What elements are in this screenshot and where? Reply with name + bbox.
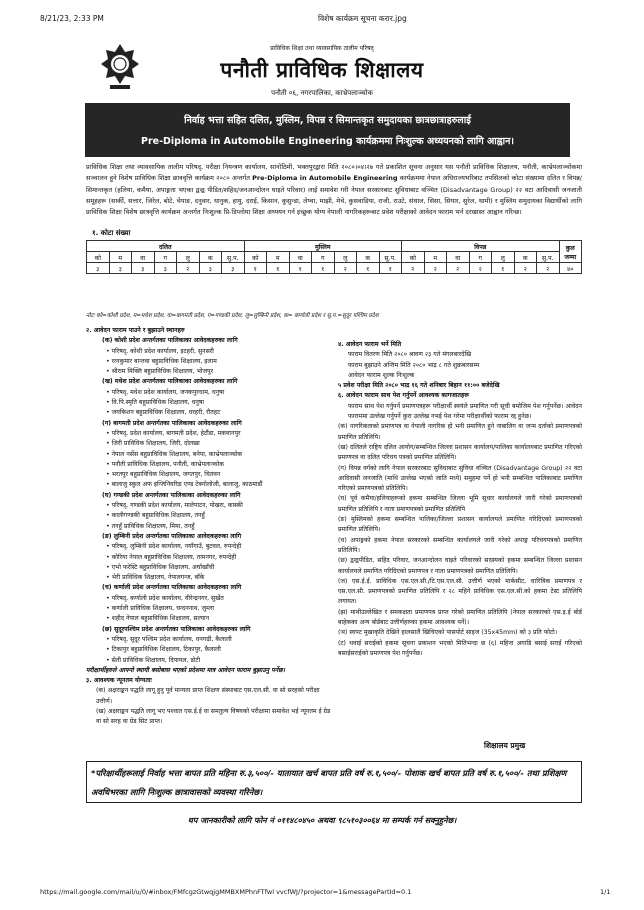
location-item: • परिषद्, सुदूर पश्चिम प्रदेश कार्यालय, धनगढी, कैलाली: [86, 635, 331, 645]
quota-cell: २: [334, 263, 357, 274]
location-item: • बालाजु स्कुल अफ इन्जिनियरिङ एण्ड टेक्नोलोजी, बालाजु, काठमाडौं: [86, 480, 331, 490]
quota-cell: १: [312, 263, 335, 274]
school-address: पनौती ०६, नगरपालिका, काभ्रेपलाञ्चोक: [271, 89, 373, 97]
document-item: (घ) पूर्व कमैया/हलियाहरूको हकमा सम्बन्धित जिल्ला भूमि सुधार कार्यालयले जारी गरेको प्रमाणपत्रको प्रमाणित प्रतिलिपि र नाता प्रमाणपत्रको प्रमाणित प्रतिलिपि: [338, 495, 582, 513]
dates-title: ४. आवेदन फाराम भर्ने मिति: [338, 341, 402, 348]
location-item: • परिषद्, प्रदेश कार्यालय, बागमती प्रदेश, हेटौंडा, मकवानपुर: [86, 429, 331, 439]
document-item: (ञ) स्वपट मुखाकृति देखिने हालसालै खिचिएको पासपोर्ट साइज (35x45mm) को ३ प्रति फोटो।: [338, 629, 558, 637]
quota-group-header: विपन्न: [402, 241, 560, 252]
document-item: (च) अपाङ्गको हकमा नेपाल सरकारको सम्बन्धित कार्यालयले जारी गरेको अपाङ्ग परिचयपत्रको प्रमाणित प्रतिलिपि।: [338, 536, 582, 554]
quota-column-header: वा: [132, 252, 155, 263]
quota-column-header: सु.प.: [222, 252, 245, 263]
quota-column-header: ग: [469, 252, 492, 263]
parent-org: प्राविधिक शिक्षा तथा व्यावसायिक तालीम परिषद्: [270, 45, 374, 52]
locations-title: २. आवेदन फाराम पाउने र बुझाउने स्थानहरु: [86, 327, 185, 334]
location-item: • वि.पि.स्मृति बहुप्राविधिक शिक्षालय, धनुषा: [86, 398, 331, 408]
quota-cell: १: [244, 263, 267, 274]
quota-cell: ३: [109, 263, 132, 274]
qualification-item: (ख) अक्षराङ्कन पद्धति लागू भए पश्चात एस.ई.ई वा समतुल्य विषयको परीक्षामा समावेश भई न्यूनतम ई ग्रेड वा सो सरह वा ग्रेड सिट प्राप्त।: [96, 707, 331, 726]
page-number: 1/1: [600, 888, 611, 896]
location-item: • भेरी प्राविधिक शिक्षालय, नेपालगन्ज, बाँके: [86, 573, 331, 583]
left-column: [86, 326, 331, 728]
quota-note: नोटः को=कोशी प्रदेश, म=मधेश प्रदेश, वा=बागमती प्रदेश, ग=गण्डकी प्रदेश, लु=लुम्बिनी प्रदेश, क= कर्णाली प्रदेश र सु.प.=सुदूर पश्चिम प्रदेश: [86, 313, 379, 319]
document-item: (झ) माथीउल्लेखित र समकक्षता प्रमाणपत्र प्राप्त गरेको प्रमाणित प्रतिलिपि (नेपाल सरकारको एस.इ.ई बोर्ड बाहेकका अन्य बोर्डबाट उत्तीर्णहरुका हकमा आवश्यक पर्ने)।: [338, 608, 582, 627]
quota-cell: ३: [87, 263, 110, 274]
location-section-heading: (छ) सुदूरपश्चिम प्रदेश अन्तर्गतका पालिकाका आवेदकहरुका लागि: [102, 625, 251, 633]
quota-column-header: लु: [177, 252, 200, 263]
location-section-heading: (च) कर्णाली प्रदेश अन्तर्गतका पालिकाका आवेदकहरुका लागि: [102, 584, 242, 592]
print-header: [0, 14, 644, 26]
quota-column-header: क: [514, 252, 537, 263]
quota-cell: २: [469, 263, 492, 274]
location-item: • टिकापुर बहुप्राविधिक शिक्षालय, टिकापुर, कैलाली: [86, 645, 331, 655]
signature-title: शिक्षालय प्रमुख: [484, 741, 526, 750]
document-item: (ग) विपन्न वर्गको लागि नेपाल सरकारबाट सुविधाबाट सुविधा वञ्चित (Disadvantage Group) २२ वटा आदिवासी जनजाति (माथि उल्लेख भएको जाति मध्ये) समुहमा पर्ने हो भनी सम्बन्धित पालिकाबाट प्रमाणित गरिएको प्रमाणपत्रको प्रतिलिपि।: [338, 464, 582, 493]
qualification-title: ३. आवश्यक न्यूनतम योग्यताः: [86, 677, 152, 685]
location-item: • नेपाल नर्सेस बहुप्राविधिक शिक्षालय, बनेपा, काभ्रेपलाञ्चोक: [86, 450, 331, 460]
quota-cell: २: [424, 263, 447, 274]
footer-note-box: [86, 761, 582, 803]
page-url: https://mail.google.com/mail/u/0/#inbox/FMfcgzGtwqjgMMBXMPhnFTfwl vvcfWJ/?projector=1&messagePartId=0.1: [40, 888, 412, 896]
quota-cell: १: [492, 263, 515, 274]
quota-column-header: वा: [289, 252, 312, 263]
location-section-heading: (ख) मधेश प्रदेश अन्तर्गतका पालिकाका आवेदकहरुका लागि: [102, 378, 238, 386]
location-item: • परिषद्, लुम्बिनी प्रदेश कार्यालय, नयाँगाउँ, बुटवल, रुपन्देही: [86, 542, 331, 552]
quota-column-header: क: [199, 252, 222, 263]
quota-column-header: लु: [492, 252, 515, 263]
quota-cell: ३: [132, 263, 155, 274]
document-item: (ट) थवाई सराईको हकमा सूचना प्रकाशन भएको मितिभन्दा छ (६) महिना अगाडि बसाई सराई गरिएको बसाईसराईको प्रमाणपत्र पेश गर्नुपर्नेछ।: [338, 639, 582, 657]
location-item: • रत्नकुमार बान्तवा बहुप्राविधिक शिक्षालय, इलाम: [86, 357, 331, 367]
location-item: • परिषद्, गण्डकी प्रदेश कार्यालय, मालेपाटन, पोखरा, कास्की: [86, 501, 331, 511]
quota-group-header: कुल जम्मा: [559, 241, 582, 263]
banner-line-1: निर्वाह भत्ता सहित दलित, मुस्लिम, विपन्न र सिमान्तकृत समुदायका छात्रछात्राहरुलाई: [184, 115, 471, 126]
quota-group-header: मुस्लिम: [244, 241, 402, 252]
quota-column-header: सु.प.: [537, 252, 560, 263]
quota-cell: ३: [199, 263, 222, 274]
quota-cell: २: [537, 263, 560, 274]
quota-cell: १: [379, 263, 402, 274]
quota-column-header: म: [109, 252, 132, 263]
location-item: • परिषद्, कोशी प्रदेश कार्यालय, इटहरी, सुनसरी: [86, 347, 331, 357]
print-file-title: विशेष कार्यक्रम सूचना करार.jpg: [318, 14, 407, 23]
quota-cell: २: [447, 263, 470, 274]
quota-cell: २: [514, 263, 537, 274]
date-item: फाराम वितरण मिति २०८० श्रावण २३ गते मंगलबारदेखि: [348, 351, 472, 359]
school-name: पनौती प्राविधिक शिक्षालय: [220, 57, 424, 82]
document-item: (ङ) मुस्लिमको हकमा सम्बन्धित पालिका/जिल्ला प्रशासन कार्यालयले प्रमाणित गरिदिएको प्रमाणपत्रको प्रमाणित प्रतिलिपि।: [338, 516, 582, 534]
banner-line-2: Pre-Diploma in Automobile Engineering कार्यक्रममा निःशुल्क अध्ययनको लागि आह्वान।: [140, 136, 514, 147]
quota-cell: २: [402, 263, 425, 274]
quota-column-header: ग: [312, 252, 335, 263]
location-item: • पनौती प्राविधिक शिक्षालय, पनौती, काभ्रेपलाञ्चोक: [86, 460, 331, 470]
quota-column-header: म: [424, 252, 447, 263]
location-item: • कोरिया नेपाल बहुप्राविधिक शिक्षालय, तामनगर, रुपन्देही: [86, 553, 331, 563]
quota-group-header: दलित: [87, 241, 245, 252]
location-item: • शहीद नेपाल बहुप्राविधिक शिक्षालय, सल्यान: [86, 614, 331, 624]
quota-cell: १: [267, 263, 290, 274]
quota-cell: १: [289, 263, 312, 274]
document-item: (क) नागरिकताको प्रमाणपत्र वा नेपाली नागरिक हो भनी प्रमाणित हुने नाबालिग वा जन्म दर्ताको प्रमाणपत्रको प्रमाणित प्रतिलिपि।: [338, 423, 582, 441]
print-datetime: 8/21/23, 2:33 PM: [40, 14, 104, 23]
location-section-heading: (क) कोशी प्रदेश अन्तर्गतका पालिकाका आवेदकहरुका लागि: [102, 337, 238, 345]
location-item: • कालीगण्डकी बहुप्राविधिक शिक्षालय, तनहुँ: [86, 511, 331, 521]
documents-title: ६. आवेदन फाराम साथ पेश गर्नुपर्ने आवश्यक कागजातहरू: [338, 392, 470, 400]
location-item: • श्रीराम मिक्लि बहुप्राविधिक शिक्षालय, भोजपुर: [86, 367, 331, 377]
location-item: • परिषद्, कर्णाली प्रदेश कार्यालय, वीरेन्द्रनगर, सुर्खेत: [86, 594, 331, 604]
quota-column-header: वा: [447, 252, 470, 263]
location-item: • सेती प्राविधिक शिक्षालय, दिपायल, डोटी: [86, 656, 331, 666]
contact-info: थप जानकारीको लागि फोन नं ०११४८०४५० अथवा ९८५१०३००६४ मा सम्पर्क गर्न सक्नुहुनेछ।: [187, 816, 457, 825]
quota-cell: ३: [154, 263, 177, 274]
quota-column-header: को: [402, 252, 425, 263]
location-item: • परिषद्, मधेश प्रदेश कार्यालय, जनकपुरधाम, धनुषा: [86, 388, 331, 398]
quota-title: १. कोटा संख्या: [92, 229, 131, 237]
location-item: • कर्णाली प्राविधिक शिक्षालय, चन्दननाथ, जुम्ला: [86, 604, 331, 614]
quota-table: [86, 240, 582, 274]
location-section-heading: (ग) बागमती प्रदेश अन्तर्गतका पालिकाका आवेदकहरुका लागि: [102, 419, 242, 427]
right-column: [338, 340, 582, 659]
intro-text-2: कार्यक्रममा नेपाल अधिराज्यभरिबाट तपसिलको कोटा संख्यामा दलित र विपन्न/सिमान्तकृत (हलिया, कमैया, अपाङ्गता भएका द्वन्द्व पीडित/शहिद/जनआन्दोलन घाइते परिवार) लाई समावेश गरी नेपाल सरकारबाट सुविधाबाट वञ्चित (Disadvantage Group) २२ वटा आदिवासी जनजाती समूहहरू (सार्की, सत्तार, जिरेल, बोटे, चेपाङ, दनुवार, धानुक, हायु, दराई, किसान, कुसुन्डा, लेप्चा, माझी, मेचे, कुसवाडिया, राजी, राउटे, संथाल, सिसा, सियार, सुरेल, थामी) र मुस्लिम समुदायका विद्यार्थीको लागि प्राविधिक शिक्षा विशेष छात्रवृत्ति कार्यक्रम अन्तर्गत निःशुल्क प्रि-डिप्लोमा शिक्षा अध्ययन गर्न इच्छुक योग्य नेपाली नागरिकहरूबाट प्रवेश परीक्षाको आवेदन फाराम भर्न दरखास्त आह्वान गरिन्छ।: [86, 174, 582, 217]
location-item: • जयकिशन बहुप्राविधिक शिक्षालय, धरहरी, रौतहट: [86, 408, 331, 418]
intro-program-name: Pre-Diploma in Automobile Engineering: [252, 174, 398, 183]
qualification-item: (क) अक्षराङ्कन पद्धति लागू हुनु पूर्व मान्यता प्राप्त शिक्षण संस्थाबाट एस.एल.सी. वा सो सरहको परीक्षा उत्तीर्ण।: [96, 687, 320, 705]
document-item: (ज) एस.ई.ई. प्राविधिक एस.एल.सी./टि.एस.एल.सी. उत्तीर्ण भएको मार्कसीट, चारित्रिक प्रमाणपत्र र एस.एल.सी. प्रमाणपत्रको प्रमाणित प्रतिलिपि र २८ महिने प्राविधिक एस.एल.सी.को हकमा टेस्ट प्रतिलिपि लगायत।: [338, 577, 582, 606]
quota-column-header: क: [357, 252, 380, 263]
title-banner: [85, 103, 570, 157]
location-item: • भरतपुर बहुप्राविधिक शिक्षालय, जगतपुर, चितवन: [86, 470, 331, 480]
intro-text-1: प्राविधिक शिक्षा तथा व्यावसायिक तालीम परिषद्, परीक्षा नियन्त्रण कार्यालय, सानोठिमी, भक्तपुरद्वारा मिति २०८०।०४।२७ गते प्रकाशित सूचना अनुसार यस पनौती प्राविधिक शिक्षालय, पनौती, काभ्रेपलाञ्चोकमा सञ्चालन हुने विशेष प्राविधिक शिक्षा छात्रवृत्ति कार्यक्रम २०८० अन्तर्गत: [86, 163, 582, 183]
footer-note: *परिक्षार्थीहरूलाई निर्वाह भत्ता बापत प्रति महिना रु.३,५००/- यातायात खर्च बापत प्रति वर्ष रु.१,५००/- पोशाक खर्च बापत प्रति वर्ष रु.१,५००/- तथा प्रशिक्षण अवधिभरका लागि निःशुल्क छात्रावासको व्यवस्था गरिनेछ।: [91, 768, 567, 797]
quota-cell: ३: [222, 263, 245, 274]
quota-cell: २: [177, 263, 200, 274]
quota-column-header: सु.प.: [379, 252, 402, 263]
documents-intro: फाराम साथ पेश गर्नुपर्ने प्रमाणपत्रहरू परीक्षार्थी स्वयंले प्रमाणित गरी सूची बमोजिम पेश गर्नुपर्नेछ। आवेदन फाराममा उल्लेख गर्नुपर्ने कुरा उल्लेख नभई पेश गरेमा परीक्षार्थीको फाराम रद्द हुनेछ।: [348, 402, 582, 421]
location-item: • तनहुँ प्राविधिक शिक्षालय, मिमा, तनहुँ: [86, 522, 331, 532]
location-item: • एभो फरेस्टि बहुप्राविधिक शिक्षालय, अर्घाखाँची: [86, 563, 331, 573]
intro-paragraph: [86, 162, 582, 218]
quota-total: ४०: [559, 263, 582, 274]
quota-column-header: को: [87, 252, 110, 263]
location-section-heading: (घ) गण्डकी प्रदेश अन्तर्गतका पालिकाका आवेदकहरुका लागि: [102, 491, 241, 499]
document-item: (छ) द्वन्द्वपीडित, सहिद परिवार, जनआन्दोलन घाइते परिवारको सदस्यको हकमा सम्बन्धित जिल्ला प्रशासन कार्यालयले प्रमाणित गरिदिएको प्रमाणपत्र र नाता प्रमाणपत्रको प्रमाणित प्रतिलिपि।: [338, 557, 582, 575]
document-item: (ख) दलितले राष्ट्रिय दलित आयोग/सम्बन्धित जिल्ला प्रशासन कार्यालय/पालिका कार्यालयबाट प्रमाणित गरिएको प्रमाणपत्र वा दलित परिचय पत्रको प्रमाणित प्रतिलिपि।: [338, 443, 582, 462]
date-item: फाराम बुझाउने अन्तिम मिति २०८० भाद्र ८ गते शुक्रबारसम्म: [348, 361, 480, 369]
quota-column-header: को: [244, 252, 267, 263]
exam-date: ५ प्रवेश परीक्षा मिति २०८० भाद्र १६ गते शनिबार बिहान ११:०० बजेदेखि: [338, 382, 500, 390]
quota-column-header: ग: [154, 252, 177, 263]
quota-cell: १: [357, 263, 380, 274]
location-section-heading: (ङ) लुम्बिनी प्रदेश अन्तर्गतका पालिकाका आवेदकहरुका लागि: [102, 532, 242, 540]
quota-column-header: लु: [334, 252, 357, 263]
student-note: परीक्षार्थीहरुले आफ्नो स्थायी बसोबास भएको प्रदेशमा मात्र आवेदन फाराम बुझाउनु पर्नेछ।: [86, 666, 285, 674]
quota-column-header: म: [267, 252, 290, 263]
location-item: • जिरी प्राविधिक शिक्षालय, जिरी, दोलखा: [86, 439, 331, 449]
date-item: आवेदन फाराम शुल्क निःशुल्क: [348, 371, 415, 379]
